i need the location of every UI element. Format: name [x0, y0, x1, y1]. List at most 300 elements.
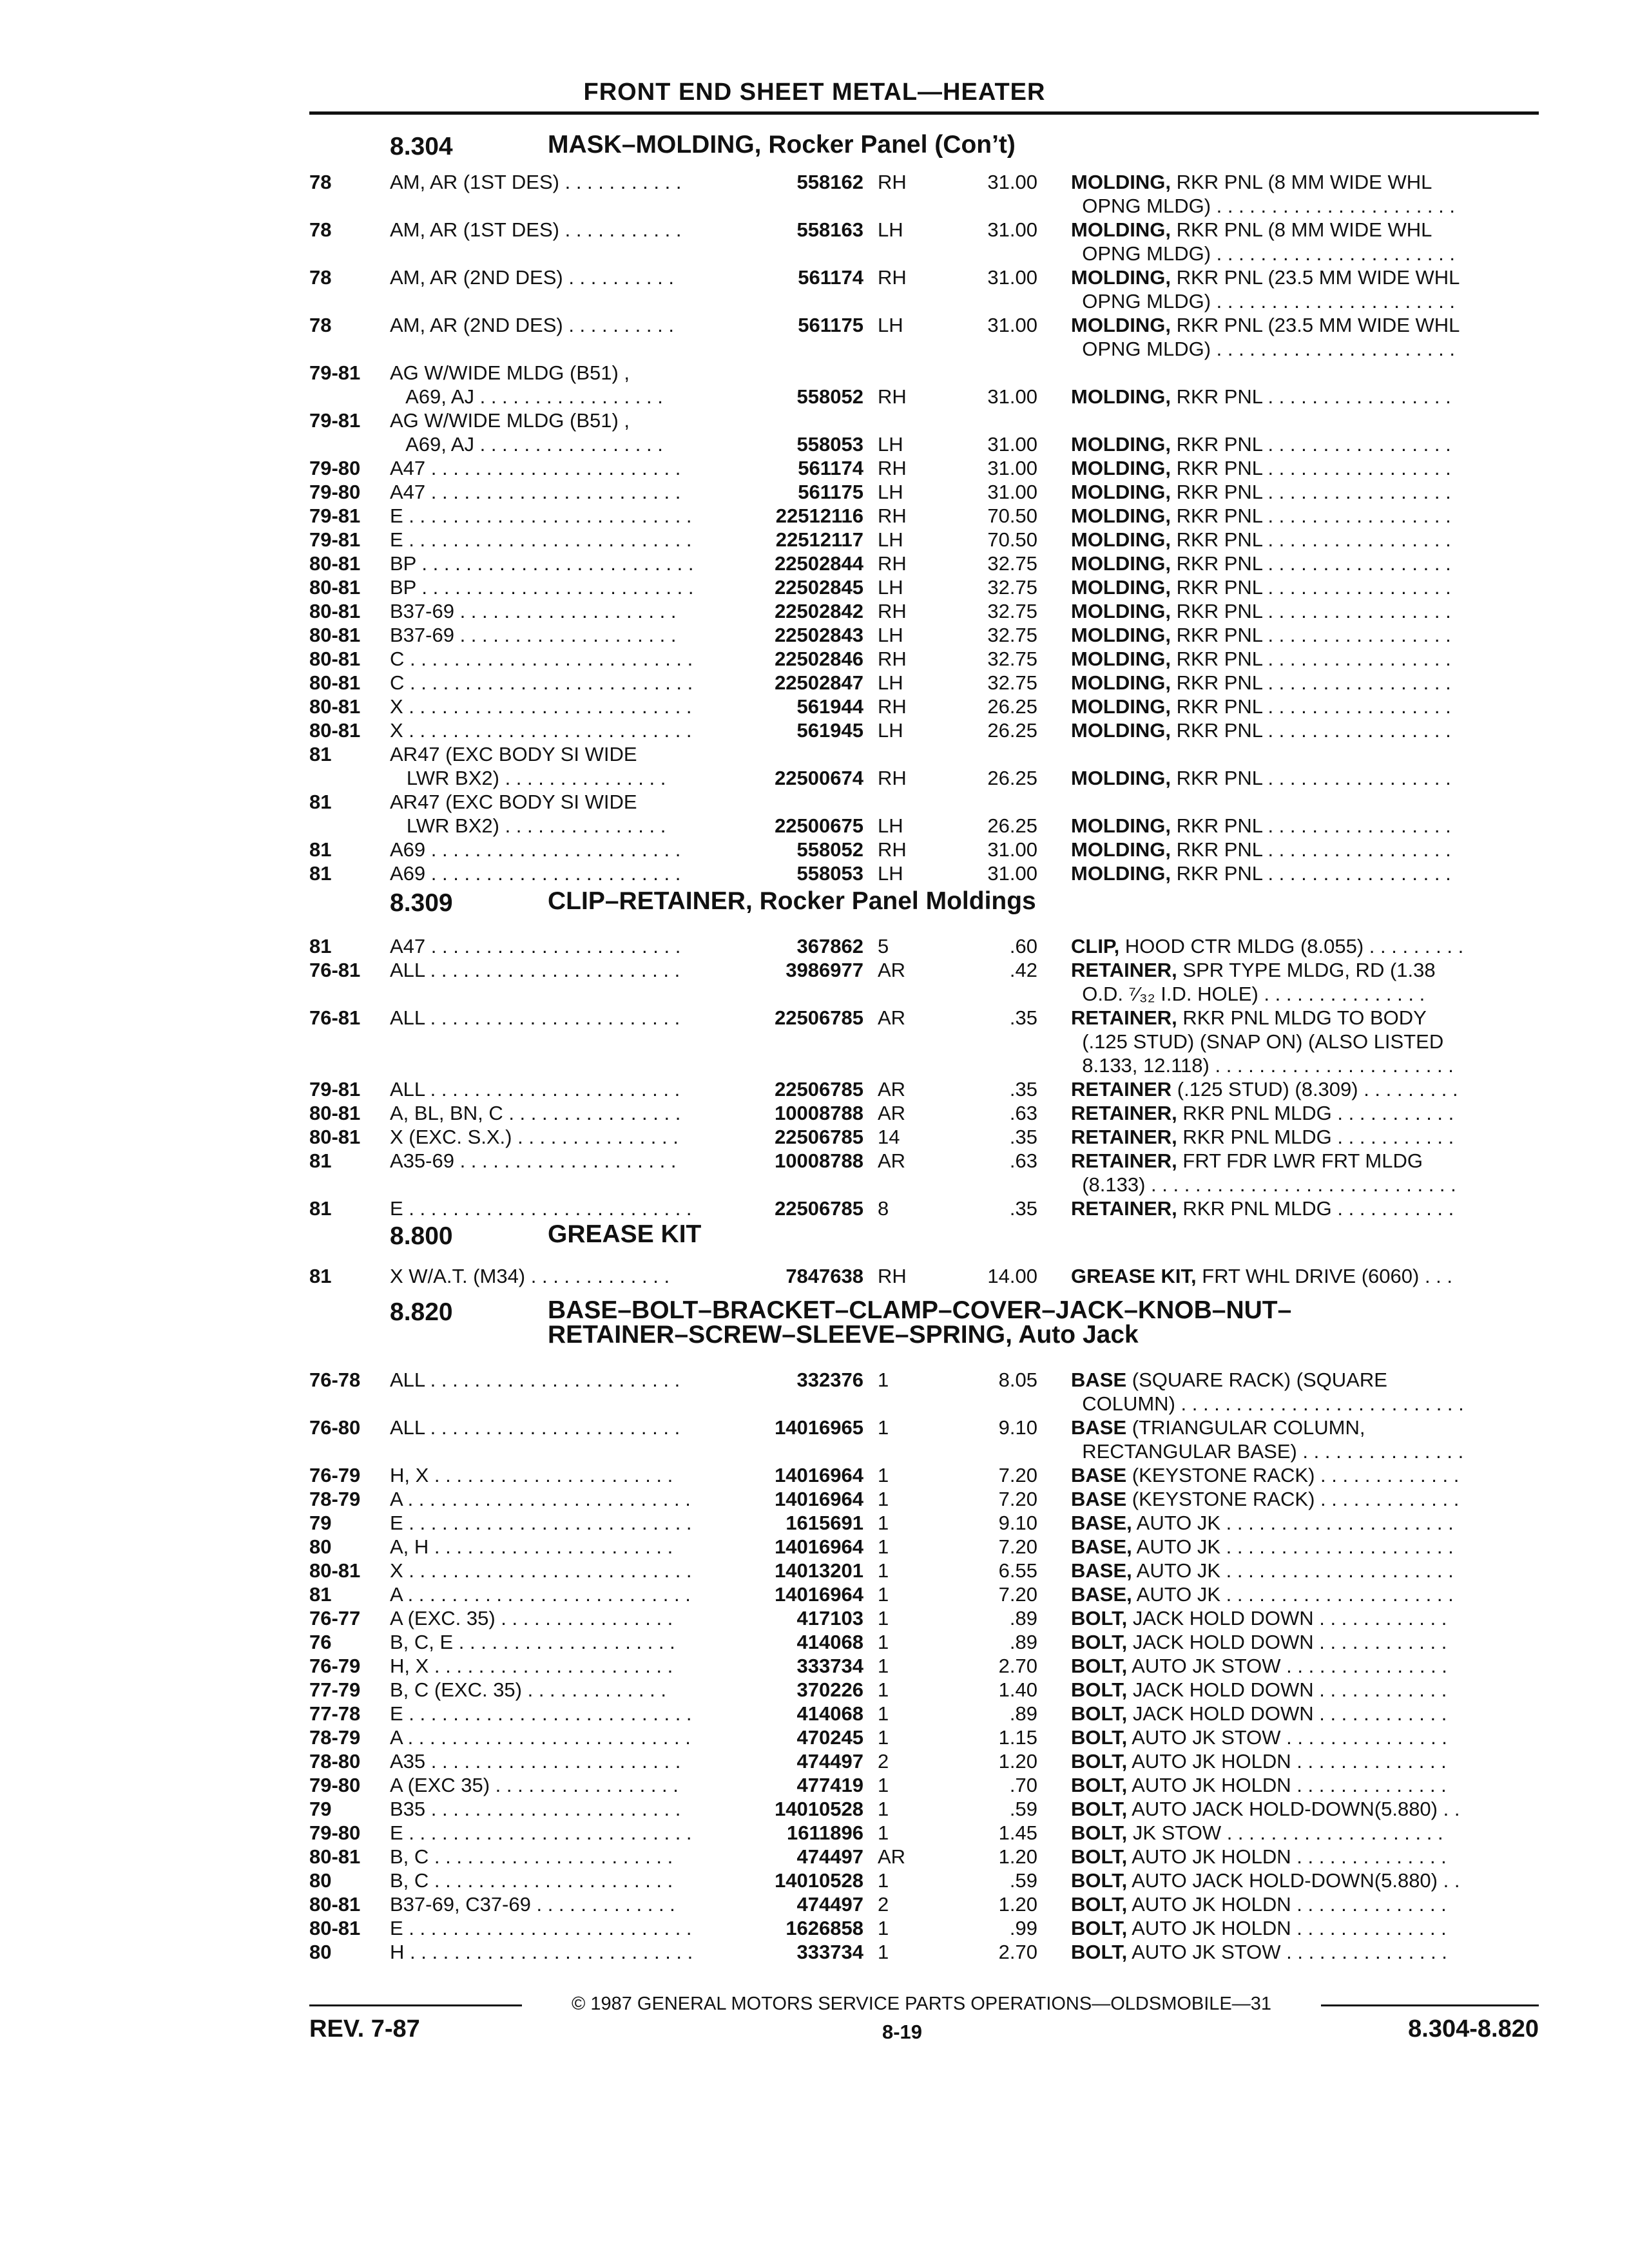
part-number: 470245 [796, 1726, 863, 1749]
model-applicability [390, 1368, 730, 1392]
model-applicability [390, 1149, 730, 1173]
part-description [1071, 1773, 1535, 1797]
quantity: LH [878, 671, 903, 694]
part-number: 22512117 [775, 528, 863, 551]
quantity: AR [878, 959, 906, 981]
description-line [1071, 599, 1535, 623]
model-line: A . . . . . . . . . . . . . . . . . . . . . . . . . . [390, 1488, 691, 1510]
year-range: 81 [309, 743, 332, 765]
price: .42 [1009, 959, 1037, 981]
part-description [1071, 1678, 1535, 1702]
description-text: (8.133) . . . . . . . . . . . . . . . . . . . . . . . . . . . . [1071, 1173, 1456, 1196]
part-number: 332376 [796, 1369, 863, 1391]
description-line [1071, 456, 1535, 480]
quantity: 2 [878, 1893, 889, 1916]
description-line [1071, 313, 1535, 337]
part-description [1071, 790, 1535, 838]
part-name: MOLDING, [1071, 528, 1171, 551]
footer-copyright: © 1987 GENERAL MOTORS SERVICE PARTS OPERATIONS—OLDSMOBILE—31 [571, 1994, 1272, 2014]
description-line [1071, 1006, 1535, 1030]
quantity: 1 [878, 1416, 889, 1439]
section-title-line: RETAINER–SCREW–SLEEVE–SPRING, Auto Jack [548, 1321, 1139, 1349]
description-text: FRT FDR LWR FRT MLDG [1182, 1149, 1423, 1172]
model-applicability [390, 1797, 730, 1821]
part-number: 414068 [796, 1631, 863, 1653]
quantity: 1 [878, 1583, 889, 1606]
part-name: BOLT, [1071, 1917, 1128, 1939]
part-number: 14016964 [775, 1583, 863, 1606]
description-line [1071, 1264, 1535, 1288]
description-line [1071, 695, 1535, 718]
description-text: RKR PNL MLDG . . . . . . . . . . . [1182, 1102, 1454, 1124]
part-name: BOLT, [1071, 1845, 1128, 1868]
section-title [548, 889, 1036, 914]
part-name: BOLT, [1071, 1655, 1128, 1677]
year-range: 76-78 [309, 1369, 361, 1391]
part-description [1071, 1725, 1535, 1749]
quantity: 1 [878, 1512, 889, 1534]
part-description [1071, 1654, 1535, 1678]
part-name: MOLDING, [1071, 481, 1171, 503]
model-applicability [390, 718, 730, 742]
description-text: (KEYSTONE RACK) . . . . . . . . . . . . . [1132, 1464, 1460, 1486]
part-name: RETAINER, [1071, 1126, 1177, 1148]
quantity: RH [878, 1265, 907, 1287]
price: 31.00 [987, 218, 1037, 241]
model-line: X W/A.T. (M34) . . . . . . . . . . . . . [390, 1265, 670, 1287]
year-range: 76-79 [309, 1655, 361, 1677]
model-applicability [390, 528, 730, 552]
model-line: E . . . . . . . . . . . . . . . . . . . . . . . . . . [390, 1512, 692, 1534]
price: 1.45 [998, 1821, 1037, 1844]
part-description [1071, 1559, 1535, 1582]
quantity: AR [878, 1845, 906, 1868]
description-line [1071, 1892, 1535, 1916]
description-text: AUTO JK HOLDN . . . . . . . . . . . . . . [1132, 1893, 1447, 1916]
quantity: RH [878, 695, 907, 718]
description-line [1071, 337, 1535, 361]
year-range: 80-81 [309, 719, 361, 742]
part-number: 22502842 [775, 600, 863, 622]
model-applicability [390, 361, 730, 408]
year-range: 79 [309, 1798, 332, 1820]
section-number: 8.800 [390, 1222, 453, 1250]
description-text: (SQUARE RACK) (SQUARE [1132, 1369, 1387, 1391]
year-range: 81 [309, 1583, 332, 1606]
description-line [1071, 1149, 1535, 1173]
price: .35 [1009, 1006, 1037, 1029]
part-description [1071, 718, 1535, 742]
quantity: 1 [878, 1607, 889, 1629]
part-description [1071, 934, 1535, 958]
quantity: LH [878, 481, 903, 503]
model-applicability [390, 790, 730, 838]
description-line [1071, 1173, 1535, 1196]
description-text: AUTO JK HOLDN . . . . . . . . . . . . . . [1132, 1845, 1447, 1868]
description-line [1071, 1654, 1535, 1678]
model-applicability [390, 1678, 730, 1702]
description-line [1071, 1077, 1535, 1101]
model-line: H, X . . . . . . . . . . . . . . . . . . . . . . [390, 1655, 673, 1677]
part-name: MOLDING, [1071, 624, 1171, 646]
description-text: OPNG MLDG) . . . . . . . . . . . . . . . . . . . . . . [1071, 195, 1455, 217]
price: 31.00 [987, 171, 1037, 193]
part-description [1071, 528, 1535, 552]
description-text: HOOD CTR MLDG (8.055) . . . . . . . . . [1124, 935, 1464, 957]
model-line: X . . . . . . . . . . . . . . . . . . . . . . . . . . [390, 719, 692, 742]
price: .99 [1009, 1917, 1037, 1939]
price: 26.25 [987, 814, 1037, 837]
quantity: RH [878, 552, 907, 575]
quantity: 1 [878, 1702, 889, 1725]
model-applicability [390, 671, 730, 695]
description-text: AUTO JK STOW . . . . . . . . . . . . . . . [1132, 1655, 1447, 1677]
model-applicability [390, 1845, 730, 1869]
part-name: MOLDING, [1071, 838, 1171, 861]
quantity: 1 [878, 1655, 889, 1677]
quantity: 1 [878, 1535, 889, 1558]
part-number: 561174 [798, 266, 863, 289]
quantity: LH [878, 719, 903, 742]
description-line [1071, 1702, 1535, 1725]
model-applicability [390, 480, 730, 504]
description-line [1071, 385, 1535, 408]
part-name: BOLT, [1071, 1607, 1128, 1629]
description-text: FRT WHL DRIVE (6060) . . . [1202, 1265, 1453, 1287]
model-line: X . . . . . . . . . . . . . . . . . . . . . . . . . . [390, 1559, 692, 1582]
part-number: 558052 [796, 838, 863, 861]
section-title [548, 1298, 1291, 1347]
price: .89 [1009, 1631, 1037, 1653]
part-description [1071, 742, 1535, 790]
part-number: 14010528 [775, 1798, 863, 1820]
year-range: 81 [309, 791, 332, 813]
year-range: 78 [309, 218, 332, 241]
model-applicability [390, 218, 730, 242]
price: 1.20 [998, 1750, 1037, 1773]
description-line [1071, 1053, 1535, 1077]
footer-rule-right [1321, 2004, 1539, 2006]
part-name: BASE [1071, 1464, 1127, 1486]
page-number: 8-19 [882, 2021, 923, 2043]
model-line: ALL . . . . . . . . . . . . . . . . . . . . . . . [390, 1078, 680, 1100]
part-number: 474497 [796, 1750, 863, 1773]
section-title [548, 1222, 701, 1247]
year-range: 81 [309, 935, 332, 957]
description-line [1071, 265, 1535, 289]
price: .70 [1009, 1774, 1037, 1796]
year-range: 80-81 [309, 648, 361, 670]
description-line [1071, 1630, 1535, 1654]
section-title-line: MASK–MOLDING, Rocker Panel (Con’t) [548, 131, 1016, 159]
description-line [1071, 1797, 1535, 1821]
description-line [1071, 1940, 1535, 1964]
description-line [1071, 790, 1535, 814]
year-range: 79-81 [309, 409, 361, 432]
part-name: GREASE KIT, [1071, 1265, 1197, 1287]
model-applicability [390, 1487, 730, 1511]
price: 7.20 [998, 1464, 1037, 1486]
description-text: AUTO JK HOLDN . . . . . . . . . . . . . . [1132, 1917, 1447, 1939]
price: 32.75 [987, 624, 1037, 646]
description-text: (KEYSTONE RACK) . . . . . . . . . . . . . [1132, 1488, 1460, 1510]
description-text: RKR PNL (23.5 MM WIDE WHL [1176, 314, 1460, 336]
quantity: LH [878, 433, 903, 456]
year-range: 77-79 [309, 1678, 361, 1701]
part-name: BASE [1071, 1369, 1127, 1391]
part-number: 10008788 [775, 1149, 863, 1172]
model-line: E . . . . . . . . . . . . . . . . . . . . . . . . . . [390, 1917, 692, 1939]
model-line: AG W/WIDE MLDG (B51) , [390, 409, 630, 432]
model-applicability [390, 575, 730, 599]
year-range: 80-81 [309, 552, 361, 575]
year-range: 80 [309, 1941, 332, 1963]
description-text: RKR PNL (23.5 MM WIDE WHL [1176, 266, 1460, 289]
part-description [1071, 958, 1535, 1006]
part-number: 22506785 [775, 1197, 863, 1220]
description-text: JACK HOLD DOWN . . . . . . . . . . . . [1132, 1702, 1447, 1725]
part-description [1071, 504, 1535, 528]
part-number: 561944 [796, 695, 863, 718]
part-number: 1626858 [786, 1917, 863, 1939]
year-range: 81 [309, 1197, 332, 1220]
year-range: 81 [309, 1149, 332, 1172]
model-applicability [390, 456, 730, 480]
year-range: 80-81 [309, 695, 361, 718]
model-applicability [390, 647, 730, 671]
quantity: 1 [878, 1726, 889, 1749]
part-name: RETAINER, [1071, 959, 1177, 981]
model-line: B, C (EXC. 35) . . . . . . . . . . . . . [390, 1678, 666, 1701]
description-text: RKR PNL . . . . . . . . . . . . . . . . . [1176, 719, 1451, 742]
model-line: H . . . . . . . . . . . . . . . . . . . . . . . . . . [390, 1941, 693, 1963]
part-description [1071, 1125, 1535, 1149]
part-description [1071, 1821, 1535, 1845]
description-text: AUTO JACK HOLD-DOWN(5.880) . . [1132, 1798, 1460, 1820]
model-line: ALL . . . . . . . . . . . . . . . . . . . . . . . [390, 1369, 680, 1391]
model-line: X (EXC. S.X.) . . . . . . . . . . . . . . . [390, 1126, 679, 1148]
part-name: BOLT, [1071, 1631, 1128, 1653]
description-text: RKR PNL . . . . . . . . . . . . . . . . . [1176, 838, 1451, 861]
quantity: LH [878, 218, 903, 241]
description-line [1071, 194, 1535, 218]
part-name: MOLDING, [1071, 171, 1171, 193]
description-text: AUTO JK . . . . . . . . . . . . . . . . . . . . . [1136, 1535, 1454, 1558]
model-line: A69 . . . . . . . . . . . . . . . . . . . . . . . [390, 838, 681, 861]
quantity: 8 [878, 1197, 889, 1220]
description-text: RKR PNL (8 MM WIDE WHL [1176, 171, 1432, 193]
model-line: A, BL, BN, C . . . . . . . . . . . . . . . . [390, 1102, 681, 1124]
year-range: 78-80 [309, 1750, 361, 1773]
part-description [1071, 408, 1535, 456]
model-applicability [390, 1125, 730, 1149]
model-line: B37-69, C37-69 . . . . . . . . . . . . . [390, 1893, 675, 1916]
year-range: 80-81 [309, 600, 361, 622]
part-description [1071, 361, 1535, 408]
model-line: A (EXC 35) . . . . . . . . . . . . . . . . . [390, 1774, 679, 1796]
year-range: 78-79 [309, 1488, 361, 1510]
description-text: RKR PNL . . . . . . . . . . . . . . . . . [1176, 552, 1451, 575]
year-range: 79-80 [309, 457, 361, 479]
part-number: 561175 [798, 314, 863, 336]
price: 31.00 [987, 862, 1037, 885]
description-text: RKR PNL . . . . . . . . . . . . . . . . . [1176, 648, 1451, 670]
model-applicability [390, 1416, 730, 1439]
description-line [1071, 766, 1535, 790]
part-number: 22502844 [775, 552, 863, 575]
revision-label: REV. 7-87 [309, 2015, 420, 2042]
section-number: 8.304 [390, 133, 453, 160]
part-description [1071, 1869, 1535, 1892]
part-number: 22500675 [775, 814, 863, 837]
quantity: RH [878, 767, 907, 789]
description-line [1071, 1845, 1535, 1869]
part-number: 22502843 [775, 624, 863, 646]
year-range: 76-80 [309, 1416, 361, 1439]
model-applicability [390, 1535, 730, 1559]
part-name: RETAINER [1071, 1078, 1172, 1100]
part-number: 22500674 [775, 767, 863, 789]
description-text: AUTO JK . . . . . . . . . . . . . . . . . . . . . [1136, 1512, 1454, 1534]
description-line [1071, 1392, 1535, 1416]
model-line: ALL . . . . . . . . . . . . . . . . . . . . . . . [390, 1006, 680, 1029]
price: .60 [1009, 935, 1037, 957]
header-rule [309, 111, 1539, 115]
model-applicability [390, 1940, 730, 1964]
description-text: RKR PNL . . . . . . . . . . . . . . . . . [1176, 814, 1451, 837]
part-number: 414068 [796, 1702, 863, 1725]
model-applicability [390, 504, 730, 528]
price: 7.20 [998, 1488, 1037, 1510]
model-applicability [390, 861, 730, 885]
part-description [1071, 1702, 1535, 1725]
description-line [1071, 1678, 1535, 1702]
quantity: 1 [878, 1798, 889, 1820]
part-description [1071, 695, 1535, 718]
part-number: 417103 [796, 1607, 863, 1629]
model-line: A35-69 . . . . . . . . . . . . . . . . . . . . [390, 1149, 677, 1172]
part-number: 477419 [796, 1774, 863, 1796]
model-applicability [390, 313, 730, 337]
quantity: RH [878, 838, 907, 861]
description-line [1071, 1916, 1535, 1940]
year-range: 76-81 [309, 1006, 361, 1029]
description-text: OPNG MLDG) . . . . . . . . . . . . . . . . . . . . . . [1071, 290, 1455, 312]
part-description [1071, 1149, 1535, 1196]
year-range: 79-81 [309, 528, 361, 551]
description-line [1071, 1101, 1535, 1125]
quantity: 1 [878, 1678, 889, 1701]
part-description [1071, 1797, 1535, 1821]
part-number: 3986977 [786, 959, 863, 981]
description-line [1071, 1125, 1535, 1149]
description-text: RKR PNL MLDG . . . . . . . . . . . [1182, 1126, 1454, 1148]
description-line [1071, 1416, 1535, 1439]
description-text: O.D. ⁷⁄₃₂ I.D. HOLE) . . . . . . . . . . . . . . . [1071, 983, 1425, 1005]
part-name: BASE, [1071, 1512, 1132, 1534]
price: 31.00 [987, 385, 1037, 408]
year-range: 80-81 [309, 1845, 361, 1868]
part-name: MOLDING, [1071, 814, 1171, 837]
description-line [1071, 242, 1535, 265]
description-line [1071, 1368, 1535, 1392]
price: 31.00 [987, 266, 1037, 289]
part-number: 558053 [796, 862, 863, 885]
part-name: MOLDING, [1071, 552, 1171, 575]
price: 2.70 [998, 1941, 1037, 1963]
model-line: AG W/WIDE MLDG (B51) , [390, 361, 630, 384]
part-number: 558053 [796, 433, 863, 456]
description-line [1071, 480, 1535, 504]
model-line: A47 . . . . . . . . . . . . . . . . . . . . . . . [390, 457, 681, 479]
year-range: 80-81 [309, 1917, 361, 1939]
part-number: 1615691 [786, 1512, 863, 1534]
year-range: 80-81 [309, 1102, 361, 1124]
description-line [1071, 1749, 1535, 1773]
model-line: A, H . . . . . . . . . . . . . . . . . . . . . . [390, 1535, 673, 1558]
description-text: AUTO JK . . . . . . . . . . . . . . . . . . . . . [1136, 1559, 1454, 1582]
model-applicability [390, 1916, 730, 1940]
quantity: 1 [878, 1917, 889, 1939]
quantity: 1 [878, 1464, 889, 1486]
price: .89 [1009, 1607, 1037, 1629]
description-text: RKR PNL . . . . . . . . . . . . . . . . . [1176, 481, 1451, 503]
price: 32.75 [987, 552, 1037, 575]
description-text: AUTO JACK HOLD-DOWN(5.880) . . [1132, 1869, 1460, 1892]
part-description [1071, 1940, 1535, 1964]
part-name: RETAINER, [1071, 1006, 1177, 1029]
price: .35 [1009, 1126, 1037, 1148]
part-name: CLIP, [1071, 935, 1120, 957]
quantity: LH [878, 314, 903, 336]
quantity: AR [878, 1149, 906, 1172]
description-line [1071, 718, 1535, 742]
part-number: 367862 [796, 935, 863, 957]
model-applicability [390, 1749, 730, 1773]
part-number: 22502847 [775, 671, 863, 694]
model-line: B, C, E . . . . . . . . . . . . . . . . . . . . [390, 1631, 675, 1653]
quantity: 2 [878, 1750, 889, 1773]
year-range: 78 [309, 266, 332, 289]
description-line [1071, 1439, 1535, 1463]
model-line: LWR BX2) . . . . . . . . . . . . . . . [390, 814, 666, 837]
part-number: 370226 [796, 1678, 863, 1701]
price: .89 [1009, 1702, 1037, 1725]
description-text: RECTANGULAR BASE) . . . . . . . . . . . . . . . [1071, 1440, 1464, 1463]
part-number: 474497 [796, 1845, 863, 1868]
quantity: 1 [878, 1774, 889, 1796]
year-range: 79-80 [309, 1774, 361, 1796]
part-number: 561174 [798, 457, 863, 479]
description-text: RKR PNL (8 MM WIDE WHL [1176, 218, 1432, 241]
quantity: RH [878, 600, 907, 622]
quantity: AR [878, 1102, 906, 1124]
description-text: RKR PNL . . . . . . . . . . . . . . . . . [1176, 767, 1451, 789]
description-text: AUTO JK STOW . . . . . . . . . . . . . . . [1132, 1941, 1447, 1963]
part-description [1071, 647, 1535, 671]
price: 31.00 [987, 314, 1037, 336]
part-name: MOLDING, [1071, 671, 1171, 694]
price: 32.75 [987, 600, 1037, 622]
model-applicability [390, 1559, 730, 1582]
part-name: MOLDING, [1071, 385, 1171, 408]
model-line: A47 . . . . . . . . . . . . . . . . . . . . . . . [390, 935, 681, 957]
price: .63 [1009, 1102, 1037, 1124]
year-range: 78-79 [309, 1726, 361, 1749]
part-number: 14016964 [775, 1535, 863, 1558]
quantity: RH [878, 385, 907, 408]
description-text: 8.133, 12.118) . . . . . . . . . . . . . . . . . . . . . . [1071, 1054, 1454, 1077]
